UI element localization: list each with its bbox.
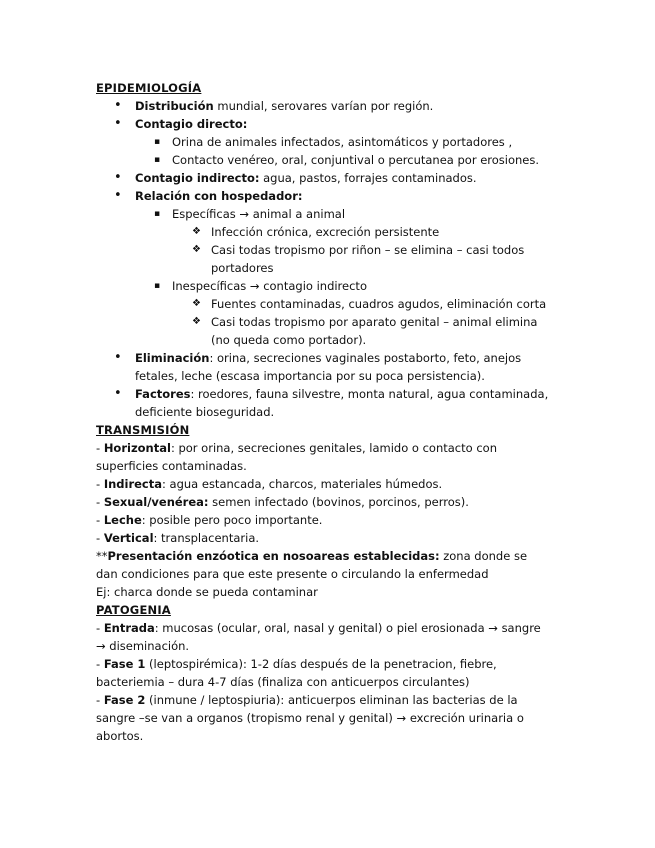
ejemplo-line: Ej: charca donde se pueda contaminar	[96, 585, 318, 599]
contagio-directo-item: • Contagio directo: ▪ Orina de animales infectados, asintomáticos y portadores , ▪ Contacto venéreo, oral, conjuntival o percutanea por erosiones.	[96, 115, 551, 169]
inespecificas-sublist	[172, 295, 551, 349]
entrada-line: - Entrada: mucosas (ocular, oral, nasal y genital) o piel erosionada → sangre → diseminación.	[96, 621, 541, 653]
list-item: ❖ Casi todas tropismo por riñon – se elimina – casi todos portadores	[96, 241, 551, 277]
horizontal-line: - Horizontal: por orina, secreciones genitales, lamido o contacto con superficies contaminadas.	[96, 441, 497, 473]
indirecta-line: - Indirecta: agua estancada, charcos, materiales húmedos.	[96, 477, 443, 491]
vertical-line: - Vertical: transplacentaria.	[96, 531, 260, 545]
transmision-heading: TRANSMISIÓN	[96, 423, 190, 437]
epidemiologia-heading: EPIDEMIOLOGÍA	[96, 81, 202, 95]
eliminacion-item: • Eliminación: orina, secreciones vaginales postaborto, feto, anejos fetales, leche (escasa importancia por su poca persistencia).	[96, 349, 551, 385]
leche-line: - Leche: posible pero poco importante.	[96, 513, 323, 527]
distribucion-item: • Distribución mundial, serovares varían por región.	[96, 97, 551, 115]
list-item: ❖ Infección crónica, excreción persistente	[96, 223, 551, 241]
presentacion-line: **Presentación enzóotica en nosoareas establecidas: zona donde se dan condiciones para que este presente o circulando la enfermedad	[96, 549, 528, 581]
sexual-line: - Sexual/venérea: semen infectado (bovinos, porcinos, perros).	[96, 495, 469, 509]
inespecificas-item: ▪ Inespecíficas → contagio indirecto ❖ Fuentes contaminadas, cuadros agudos, eliminación corta ❖ Casi todas tropismo por aparato genital – animal elimina (no queda como portador).	[96, 277, 551, 349]
relacion-hospedador-item: • Relación con hospedador: ▪ Específicas → animal a animal ❖ Infección crónica, excreción persistente ❖ Casi todas tropismo por riñon – se elimina – casi todos portadores ▪ Inespecíficas → contagio indirecto ❖ Fuentes contaminadas, cuadros agudos, eliminación corta ❖ Casi todas tropismo por aparato genital – animal elimina (no queda como portador).	[96, 187, 551, 349]
especificas-item: ▪ Específicas → animal a animal ❖ Infección crónica, excreción persistente ❖ Casi todas tropismo por riñon – se elimina – casi todos portadores	[96, 205, 551, 277]
patogenia-heading: PATOGENIA	[96, 603, 171, 617]
relacion-sublist	[135, 205, 551, 349]
epidemiologia-list	[96, 97, 551, 421]
document-page	[96, 79, 551, 745]
list-item: ▪ Contacto venéreo, oral, conjuntival o percutanea por erosiones.	[96, 151, 551, 169]
contagio-indirecto-item: • Contagio indirecto: agua, pastos, forrajes contaminados.	[96, 169, 551, 187]
especificas-sublist	[172, 223, 551, 277]
list-item: ❖ Fuentes contaminadas, cuadros agudos, eliminación corta	[96, 295, 551, 313]
contagio-directo-sublist	[135, 133, 551, 169]
factores-item: • Factores: roedores, fauna silvestre, monta natural, agua contaminada, deficiente bioseguridad.	[96, 385, 551, 421]
list-item: ▪ Orina de animales infectados, asintomáticos y portadores ,	[96, 133, 551, 151]
fase2-line: - Fase 2 (inmune / leptospiuria): anticuerpos eliminan las bacterias de la sangre –se van a organos (tropismo renal y genital) → excreción urinaria o abortos.	[96, 693, 524, 743]
fase1-line: - Fase 1 (leptospirémica): 1-2 días después de la penetracion, fiebre, bacteriemia – dura 4-7 días (finaliza con anticuerpos circulantes)	[96, 657, 497, 689]
list-item: ❖ Casi todas tropismo por aparato genital – animal elimina (no queda como portador).	[96, 313, 551, 349]
